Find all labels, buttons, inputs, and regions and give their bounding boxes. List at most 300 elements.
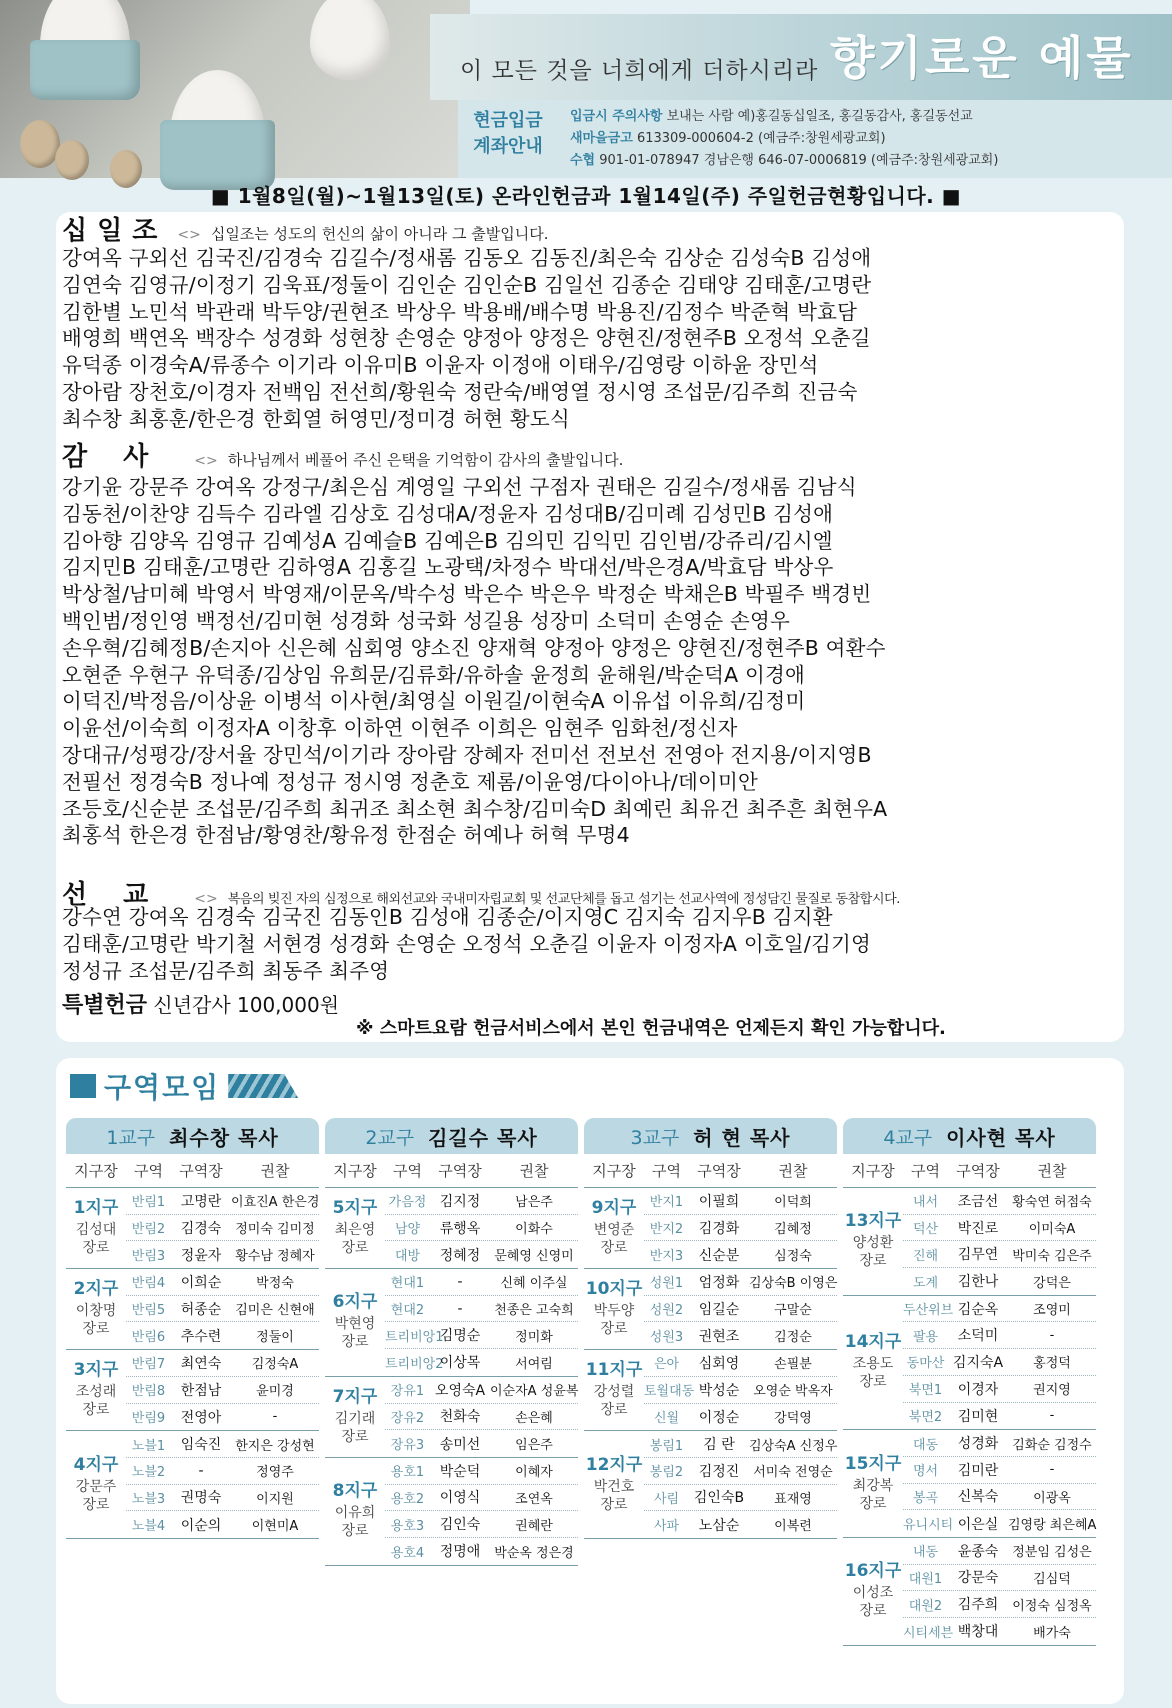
jigu-rows bbox=[644, 1269, 837, 1349]
cell-district: 사림 bbox=[653, 1491, 680, 1507]
jigu-leader: 장로 bbox=[859, 1495, 887, 1512]
cell-leader: 신순분 bbox=[698, 1247, 740, 1264]
cell-deacon: 권지영 bbox=[1033, 1383, 1071, 1399]
cell-district: 노블1 bbox=[131, 1438, 166, 1454]
district-group-pastor: 허 현 목사 bbox=[693, 1125, 791, 1150]
cell-district: 반지3 bbox=[649, 1249, 684, 1265]
jigu-leader: 장로 bbox=[341, 1334, 369, 1351]
thanks-header bbox=[62, 436, 623, 473]
jigu-label bbox=[66, 1350, 126, 1430]
jigu-leader: 김기래 bbox=[334, 1410, 376, 1427]
jigu-rows bbox=[385, 1188, 578, 1268]
cell-leader: 김인숙B bbox=[693, 1490, 745, 1507]
jigu-rows bbox=[385, 1377, 578, 1457]
cell-leader: 김지정 bbox=[439, 1193, 481, 1210]
cell-deacon: 정둘이 bbox=[256, 1330, 294, 1346]
cell-deacon: 이덕희 bbox=[774, 1195, 812, 1211]
cell-district: 용호3 bbox=[390, 1518, 425, 1534]
table-row bbox=[903, 1403, 1096, 1430]
jigu-leader: 최강복 bbox=[852, 1477, 894, 1494]
jigu-leader: 장로 bbox=[341, 1428, 369, 1445]
cell-district: 봉림2 bbox=[649, 1465, 684, 1481]
jigu-block bbox=[66, 1431, 319, 1539]
cell-deacon: 홍정덕 bbox=[1033, 1356, 1071, 1372]
jigu-name: 16지구 bbox=[844, 1561, 902, 1582]
jigu-label bbox=[843, 1296, 903, 1429]
cell-district: 트리비앙2 bbox=[385, 1356, 444, 1372]
jigu-leader: 장로 bbox=[859, 1603, 887, 1620]
stripe-decoration bbox=[228, 1074, 298, 1098]
cell-leader: 임숙진 bbox=[180, 1437, 222, 1454]
table-row bbox=[126, 1269, 319, 1296]
mission-names: 강수연 강여옥 김경숙 김국진 김동인B 김성애 김종순/이지영C 김지숙 김지우B 김지환 김태훈/고명란 박기철 서현경 성경화 손영순 오정석 오춘길 이윤자 이정자A 이호일/김기영 정성규 조섭문/김주희 최동주 최주영 bbox=[62, 905, 871, 983]
header bbox=[0, 0, 1172, 178]
cell-district: 유니시티 bbox=[903, 1518, 954, 1534]
district-group-header bbox=[325, 1118, 578, 1154]
cell-leader: 김미란 bbox=[957, 1462, 999, 1479]
cell-leader: 박순덕 bbox=[439, 1463, 481, 1480]
cell-leader: 임길순 bbox=[698, 1301, 740, 1318]
cell-deacon: 임은주 bbox=[515, 1438, 553, 1454]
account-line3: 901-01-078947 경남은행 646-07-0006819 (예금주:창원세광교회) bbox=[599, 153, 999, 168]
table-row bbox=[126, 1377, 319, 1404]
cell-district: 반림9 bbox=[131, 1411, 166, 1427]
cell-deacon: 박순옥 정은경 bbox=[494, 1545, 574, 1561]
cell-leader: - bbox=[457, 1273, 463, 1290]
jigu-name: 9지구 bbox=[591, 1198, 637, 1219]
cell-leader: 고명란 bbox=[180, 1193, 222, 1210]
column-header: 구역장 bbox=[179, 1162, 223, 1180]
district-group-pastor: 최수창 목사 bbox=[169, 1125, 279, 1150]
jigu-block bbox=[325, 1269, 578, 1377]
jigu-rows bbox=[126, 1431, 319, 1538]
cell-deacon: 이효진A 한은경 bbox=[231, 1195, 320, 1211]
cell-leader: 김지숙A bbox=[952, 1354, 1004, 1371]
cell-district: 반림5 bbox=[131, 1303, 166, 1319]
table-row bbox=[126, 1350, 319, 1377]
jigu-block bbox=[325, 1188, 578, 1269]
cell-district: 반지2 bbox=[649, 1222, 684, 1238]
cell-deacon: 김화순 김정수 bbox=[1012, 1437, 1092, 1453]
table-row bbox=[126, 1431, 319, 1458]
table-row bbox=[903, 1484, 1096, 1511]
table-row bbox=[644, 1485, 837, 1512]
jigu-name: 10지구 bbox=[585, 1279, 643, 1300]
cell-deacon: 이정숙 심정옥 bbox=[1012, 1598, 1092, 1614]
cell-deacon: 천종은 고숙희 bbox=[494, 1303, 574, 1319]
cell-district: 신월 bbox=[653, 1411, 680, 1427]
cell-district: 봉림1 bbox=[649, 1438, 684, 1454]
cell-district: 용호4 bbox=[390, 1545, 425, 1561]
account-line2-label: 새마을금고 bbox=[570, 131, 633, 146]
district-group bbox=[843, 1118, 1096, 1646]
jigu-name: 11지구 bbox=[585, 1360, 643, 1381]
table-row bbox=[385, 1296, 578, 1323]
jigu-block bbox=[584, 1269, 837, 1350]
cell-deacon: 권혜란 bbox=[515, 1518, 553, 1534]
column-header: 구역 bbox=[134, 1162, 163, 1180]
district-header bbox=[70, 1066, 298, 1106]
jigu-name: 14지구 bbox=[844, 1332, 902, 1353]
cell-leader: 권명숙 bbox=[180, 1490, 222, 1507]
thanks-verse: 하나님께서 베풀어 주신 은택을 기억함이 감사의 출발입니다. bbox=[227, 451, 624, 469]
table-row bbox=[644, 1269, 837, 1296]
jigu-label bbox=[66, 1431, 126, 1538]
cell-leader: - bbox=[198, 1462, 204, 1479]
jigu-leader: 박두양 bbox=[593, 1303, 635, 1320]
cell-district: 내서 bbox=[912, 1195, 939, 1211]
cell-leader: 이영식 bbox=[439, 1490, 481, 1507]
jigu-name: 7지구 bbox=[332, 1386, 378, 1407]
jigu-leader: 박현영 bbox=[334, 1316, 376, 1333]
cell-leader: 류행옥 bbox=[439, 1220, 481, 1237]
table-row bbox=[126, 1296, 319, 1323]
cell-district: 대원1 bbox=[908, 1571, 943, 1587]
cell-deacon: 조영미 bbox=[1033, 1303, 1071, 1319]
jigu-block bbox=[66, 1350, 319, 1431]
easter-eggs-photo bbox=[0, 0, 470, 178]
cell-leader: 이상목 bbox=[439, 1355, 481, 1372]
cell-leader: 정혜정 bbox=[439, 1247, 481, 1264]
jigu-leader: 장로 bbox=[600, 1321, 628, 1338]
cell-district: 장유2 bbox=[390, 1410, 425, 1426]
jigu-name: 13지구 bbox=[844, 1211, 902, 1232]
column-headers bbox=[843, 1154, 1096, 1188]
cell-deacon: 한지은 강성현 bbox=[235, 1438, 315, 1454]
cell-leader: 이경자 bbox=[957, 1381, 999, 1398]
special-text: 신년감사 100,000원 bbox=[153, 993, 340, 1017]
table-row bbox=[903, 1538, 1096, 1565]
jigu-leader: 이성조 bbox=[852, 1585, 894, 1602]
table-row bbox=[385, 1322, 578, 1349]
table-row bbox=[903, 1565, 1096, 1592]
cell-district: 두산위브 bbox=[903, 1303, 954, 1319]
jigu-label bbox=[584, 1431, 644, 1538]
cell-district: 용호2 bbox=[390, 1491, 425, 1507]
cell-leader: 김 란 bbox=[703, 1437, 735, 1454]
cell-district: 북면2 bbox=[908, 1410, 943, 1426]
cell-deacon: 김영랑 최은혜A bbox=[1008, 1518, 1097, 1534]
jigu-leader: 조용도 bbox=[852, 1356, 894, 1373]
cell-leader: 천화숙 bbox=[439, 1409, 481, 1426]
cell-district: 토월대동 bbox=[644, 1384, 695, 1400]
table-row bbox=[385, 1188, 578, 1215]
cell-district: 반지1 bbox=[649, 1195, 684, 1211]
column-headers bbox=[325, 1154, 578, 1188]
column-header: 지구장 bbox=[851, 1162, 895, 1180]
cell-leader: 정명애 bbox=[439, 1544, 481, 1561]
tithe-names: 강여옥 구외선 김국진/김경숙 김길수/정새롬 김동오 김동진/최은숙 김상순 김성숙B 김성애 김연숙 김영규/이정기 김욱표/정둘이 김인순 김인순B 김일선 김종순 김태양 김태훈/고명란 김한별 노민석 박관래 박두양/권현조 박상우 박용배/배수명 박용진/김정수 박준혁 박효담 배영희 백연옥 백장수 성경화 성현창 손영순 양정아 양정은 양현진/정현주B 오정석 오춘길 유덕종 이경숙A/류종수 이기라 이유미B 이윤자 이정애 이태우/김영랑 이하윤 장민석 장아람 장천호/이경자 전백임 전선희/황원숙 정란숙/배영열 정시영 조섭문/김주희 진금숙 최수창 최홍훈/한은경 한회열 허영민/정미경 허현 황도식 bbox=[62, 246, 872, 431]
table-row bbox=[385, 1538, 578, 1565]
cell-leader: 김주희 bbox=[957, 1597, 999, 1614]
cell-leader: 심회영 bbox=[698, 1355, 740, 1372]
cell-deacon: 김혜정 bbox=[774, 1222, 812, 1238]
column-header: 권찰 bbox=[1037, 1162, 1067, 1180]
cell-district: 장유1 bbox=[390, 1384, 425, 1400]
cell-deacon: 심정숙 bbox=[774, 1249, 812, 1265]
table-row bbox=[903, 1591, 1096, 1618]
table-row bbox=[903, 1430, 1096, 1457]
cell-deacon: 서미숙 전영순 bbox=[753, 1465, 833, 1481]
jigu-label bbox=[584, 1188, 644, 1268]
cell-district: 대방 bbox=[394, 1249, 421, 1265]
cell-deacon: 신혜 이주실 bbox=[500, 1276, 568, 1292]
cell-district: 반림2 bbox=[131, 1222, 166, 1238]
jigu-leader: 강문주 bbox=[75, 1478, 117, 1495]
jigu-rows bbox=[126, 1269, 319, 1349]
jigu-rows bbox=[126, 1188, 319, 1268]
jigu-label bbox=[843, 1430, 903, 1537]
jigu-leader: 변영준 bbox=[593, 1222, 635, 1239]
cell-deacon: 이미숙A bbox=[1028, 1222, 1076, 1238]
smart-note: ※ 스마트요람 헌금서비스에서 본인 헌금내역은 언제든지 확인 가능합니다. bbox=[356, 1018, 946, 1039]
account-line2: 613309-000604-2 (예금주:창원세광교회) bbox=[636, 131, 886, 146]
cell-deacon: 이복련 bbox=[774, 1519, 812, 1535]
cell-leader: 권현조 bbox=[698, 1328, 740, 1345]
cell-deacon: 이순자A 성윤복 bbox=[490, 1384, 579, 1400]
jigu-rows bbox=[385, 1458, 578, 1565]
cell-leader: 이필희 bbox=[698, 1193, 740, 1210]
table-row bbox=[385, 1511, 578, 1538]
cell-district: 사파 bbox=[653, 1519, 680, 1535]
jigu-name: 15지구 bbox=[844, 1453, 902, 1474]
table-row bbox=[644, 1215, 837, 1242]
cell-district: 성원3 bbox=[649, 1330, 684, 1346]
jigu-label bbox=[325, 1377, 385, 1457]
special-label: 특별헌금 bbox=[62, 993, 148, 1018]
cell-deacon: 황숙연 허점숙 bbox=[1012, 1195, 1092, 1211]
table-row bbox=[903, 1215, 1096, 1242]
cell-leader: 정윤자 bbox=[180, 1247, 222, 1264]
cell-district: 명서 bbox=[912, 1464, 939, 1480]
table-row bbox=[385, 1485, 578, 1512]
jigu-leader: 장로 bbox=[341, 1523, 369, 1540]
cell-leader: 김무연 bbox=[957, 1247, 999, 1264]
table-row bbox=[385, 1215, 578, 1242]
cell-district: 성원1 bbox=[649, 1276, 684, 1292]
column-header: 구역 bbox=[911, 1162, 940, 1180]
jigu-rows bbox=[903, 1538, 1096, 1645]
cell-deacon: 남은주 bbox=[515, 1195, 553, 1211]
cell-deacon: 정미화 bbox=[515, 1329, 553, 1345]
cell-leader: 허종순 bbox=[180, 1301, 222, 1318]
cell-deacon: 황수남 정혜자 bbox=[235, 1249, 315, 1265]
jigu-block bbox=[843, 1188, 1096, 1296]
jigu-block bbox=[843, 1538, 1096, 1646]
cell-district: 동마산 bbox=[906, 1356, 945, 1372]
jigu-leader: 장로 bbox=[600, 1402, 628, 1419]
cell-district: 시티세븐 bbox=[903, 1625, 954, 1641]
cell-district: 트리비앙1 bbox=[385, 1329, 444, 1345]
table-row bbox=[903, 1349, 1096, 1376]
cell-district: 반림3 bbox=[131, 1249, 166, 1265]
jigu-leader: 조성래 bbox=[75, 1384, 117, 1401]
cell-district: 진해 bbox=[912, 1248, 939, 1264]
cell-leader: 이희순 bbox=[180, 1274, 222, 1291]
square-icon bbox=[70, 1074, 96, 1098]
table-row bbox=[385, 1458, 578, 1485]
cell-district: 반림7 bbox=[131, 1357, 166, 1373]
thanks-names: 강기윤 강문주 강여옥 강정구/최은심 계영일 구외선 구점자 권태은 김길수/정새롬 김남식 김동천/이찬양 김득수 김라엘 김상호 김성대A/정윤자 김성대B/김미례 김성민B 김성애 김아향 김양옥 김영규 김예성A 김예슬B 김예은B 김의민 김익민 김인범/강쥬리/김시엘 김지민B 김태훈/고명란 김하영A 김홍길 노광택/차정수 박대선/박은경A/박효담 박상우 박상철/남미혜 박영서 박영재/이문옥/박수성 박은수 박은우 박정순 박채은B 박필주 백경빈 백인범/정인영 백정선/김미현 성경화 성국화 성길용 성장미 소덕미 손영순 손영우 손우혁/김혜정B/손지아 신은혜 심회영 양소진 양재혁 양정아 양정은 양현진/정현주B 여환수 오현준 우현구 유덕종/김상임 유희문/김류화/유하솔 윤정희 윤해원/박순덕A 이경애 이덕진/박정음/이상윤 이병석 이사현/최영실 이원길/이현숙A 이유섭 이유희/김정미 이윤선/이숙희 이정자A 이창후 이하연 이현주 이희은 임현주 임화천/정신자 장대규/성평강/장서율 장민석/이기라 장아람 장혜자 전미선 전보선 전영아 전지용/이지영B 전필선 정경숙B 정나예 정성규 정시영 정춘호 제롬/이윤영/다이아나/데이미안 조등호/신순분 조섭문/김주희 최귀조 최소현 최수창/김미숙D 최예린 최유건 최주흔 최현우A 최홍석 한은경 한점남/황영찬/황유정 한점순 허예나 허혁 무명4 bbox=[62, 475, 888, 848]
cell-district: 내동 bbox=[912, 1545, 939, 1561]
cell-leader: 소덕미 bbox=[957, 1328, 999, 1345]
cell-leader: 김정진 bbox=[698, 1463, 740, 1480]
jigu-leader: 이유희 bbox=[334, 1505, 376, 1522]
district-group-number: 3교구 bbox=[630, 1126, 680, 1149]
table-row bbox=[644, 1458, 837, 1485]
cell-district: 현대2 bbox=[390, 1303, 425, 1319]
special-offering bbox=[62, 988, 339, 1019]
cell-district: 도계 bbox=[912, 1275, 939, 1291]
cell-deacon: 이화수 bbox=[515, 1222, 553, 1238]
banner-subtitle: 이 모든 것을 너희에게 더하시리라 bbox=[460, 58, 819, 84]
cell-leader: 김경화 bbox=[698, 1220, 740, 1237]
jigu-rows bbox=[644, 1431, 837, 1538]
column-header: 권찰 bbox=[260, 1162, 290, 1180]
cell-district: 현대1 bbox=[390, 1276, 425, 1292]
cell-district: 반림6 bbox=[131, 1330, 166, 1346]
account-info-box bbox=[458, 100, 1172, 178]
cell-deacon: 정분임 김성은 bbox=[1012, 1545, 1092, 1561]
cell-district: 가음정 bbox=[388, 1195, 427, 1211]
table-row bbox=[126, 1485, 319, 1512]
cell-deacon: 강덕은 bbox=[1033, 1275, 1071, 1291]
column-headers bbox=[584, 1154, 837, 1188]
cell-district: 장유3 bbox=[390, 1438, 425, 1454]
district-group bbox=[325, 1118, 578, 1566]
cell-leader: 이정순 bbox=[698, 1409, 740, 1426]
district-group-pastor: 김길수 목사 bbox=[428, 1125, 538, 1150]
table-row bbox=[385, 1349, 578, 1376]
district-group bbox=[66, 1118, 319, 1539]
table-row bbox=[385, 1241, 578, 1268]
account-label: 현금입금 계좌안내 bbox=[473, 110, 543, 157]
cell-district: 노블2 bbox=[131, 1465, 166, 1481]
jigu-rows bbox=[903, 1296, 1096, 1429]
column-header: 구역 bbox=[652, 1162, 681, 1180]
cell-leader: 윤종숙 bbox=[957, 1543, 999, 1560]
cell-leader: 박성순 bbox=[698, 1382, 740, 1399]
jigu-leader: 장로 bbox=[82, 1402, 110, 1419]
jigu-name: 6지구 bbox=[332, 1292, 378, 1313]
table-row bbox=[644, 1350, 837, 1377]
account-lines bbox=[570, 106, 998, 172]
tithe-header bbox=[62, 210, 549, 247]
table-row bbox=[903, 1618, 1096, 1645]
table-row bbox=[903, 1457, 1096, 1484]
jigu-label bbox=[584, 1269, 644, 1349]
table-row bbox=[903, 1188, 1096, 1215]
column-header: 구역 bbox=[393, 1162, 422, 1180]
cell-district: 대동 bbox=[912, 1437, 939, 1453]
cell-leader: 박진로 bbox=[957, 1220, 999, 1237]
cell-deacon: 문혜영 신영미 bbox=[494, 1249, 574, 1265]
cell-leader: 최연숙 bbox=[180, 1355, 222, 1372]
cell-leader: 성경화 bbox=[957, 1436, 999, 1453]
jigu-rows bbox=[385, 1269, 578, 1376]
district-group bbox=[584, 1118, 837, 1539]
account-line3-label: 수협 bbox=[570, 153, 596, 168]
jigu-label bbox=[325, 1188, 385, 1268]
cell-deacon: 김상숙B 이영은 bbox=[749, 1276, 838, 1292]
table-row bbox=[644, 1322, 837, 1349]
table-row bbox=[126, 1404, 319, 1431]
account-line1-label: 입금시 주의사항 bbox=[570, 109, 663, 124]
jigu-leader: 최은영 bbox=[334, 1222, 376, 1239]
thanks-title: 감사 bbox=[62, 442, 185, 472]
column-header: 지구장 bbox=[592, 1162, 636, 1180]
cell-district: 반림1 bbox=[131, 1195, 166, 1211]
column-header: 권찰 bbox=[519, 1162, 549, 1180]
table-row bbox=[385, 1404, 578, 1431]
jigu-leader: 장로 bbox=[82, 1240, 110, 1257]
table-row bbox=[644, 1296, 837, 1323]
tithe-title: 십일조 bbox=[62, 216, 168, 246]
jigu-block bbox=[584, 1431, 837, 1539]
account-line1: 보내는 사람 예)홍길동십일조, 홍길동감사, 홍길동선교 bbox=[666, 109, 973, 124]
table-row bbox=[903, 1322, 1096, 1349]
jigu-block bbox=[584, 1188, 837, 1269]
cell-district: 반림4 bbox=[131, 1276, 166, 1292]
district-group-header bbox=[843, 1118, 1096, 1154]
cell-leader: 추수련 bbox=[180, 1328, 222, 1345]
cell-deacon: - bbox=[1049, 1408, 1055, 1424]
cell-leader: 노삼순 bbox=[698, 1517, 740, 1534]
cell-deacon: 이혜자 bbox=[515, 1465, 553, 1481]
jigu-name: 12지구 bbox=[585, 1454, 643, 1475]
cell-deacon: - bbox=[272, 1409, 278, 1425]
jigu-label bbox=[325, 1458, 385, 1565]
jigu-name: 3지구 bbox=[73, 1360, 119, 1381]
table-row bbox=[903, 1241, 1096, 1268]
jigu-name: 8지구 bbox=[332, 1481, 378, 1502]
district-group-number: 4교구 bbox=[883, 1126, 933, 1149]
table-row bbox=[644, 1404, 837, 1431]
column-header: 권찰 bbox=[778, 1162, 808, 1180]
district-group-number: 1교구 bbox=[106, 1126, 156, 1149]
cell-district: 봉곡 bbox=[912, 1490, 939, 1506]
jigu-leader: 김성대 bbox=[75, 1222, 117, 1239]
cell-deacon: 윤미경 bbox=[256, 1384, 294, 1400]
cell-leader: 김명순 bbox=[439, 1328, 481, 1345]
jigu-leader: 장로 bbox=[82, 1321, 110, 1338]
jigu-rows bbox=[903, 1430, 1096, 1537]
cell-district: 용호1 bbox=[390, 1465, 425, 1481]
fish-icon: <> bbox=[194, 453, 218, 469]
column-header: 구역장 bbox=[956, 1162, 1000, 1180]
table-row bbox=[903, 1376, 1096, 1403]
title-banner bbox=[430, 14, 1172, 100]
cell-deacon: 표재영 bbox=[774, 1491, 812, 1507]
cell-deacon: 배가숙 bbox=[1033, 1625, 1071, 1641]
table-row bbox=[644, 1241, 837, 1268]
cell-district: 대원2 bbox=[908, 1598, 943, 1614]
jigu-rows bbox=[903, 1188, 1096, 1295]
district-group-header bbox=[584, 1118, 837, 1154]
cell-leader: 김인숙 bbox=[439, 1517, 481, 1534]
cell-district: 노블4 bbox=[131, 1519, 166, 1535]
jigu-name: 5지구 bbox=[332, 1198, 378, 1219]
jigu-leader: 장로 bbox=[859, 1374, 887, 1391]
mission-verse: 복음의 빚진 자의 심정으로 해외선교와 국내미자립교회 및 선교단체를 돕고 섬기는 선교사역에 정성담긴 물질로 동참합시다. bbox=[227, 892, 901, 907]
tithe-verse: 십일조는 성도의 헌신의 삶이 아니라 그 출발입니다. bbox=[210, 225, 549, 243]
jigu-block bbox=[584, 1350, 837, 1431]
cell-leader: 한점남 bbox=[180, 1382, 222, 1399]
cell-deacon: 강덕영 bbox=[774, 1411, 812, 1427]
jigu-label bbox=[584, 1350, 644, 1430]
cell-leader: 전영아 bbox=[180, 1409, 222, 1426]
jigu-rows bbox=[644, 1188, 837, 1268]
